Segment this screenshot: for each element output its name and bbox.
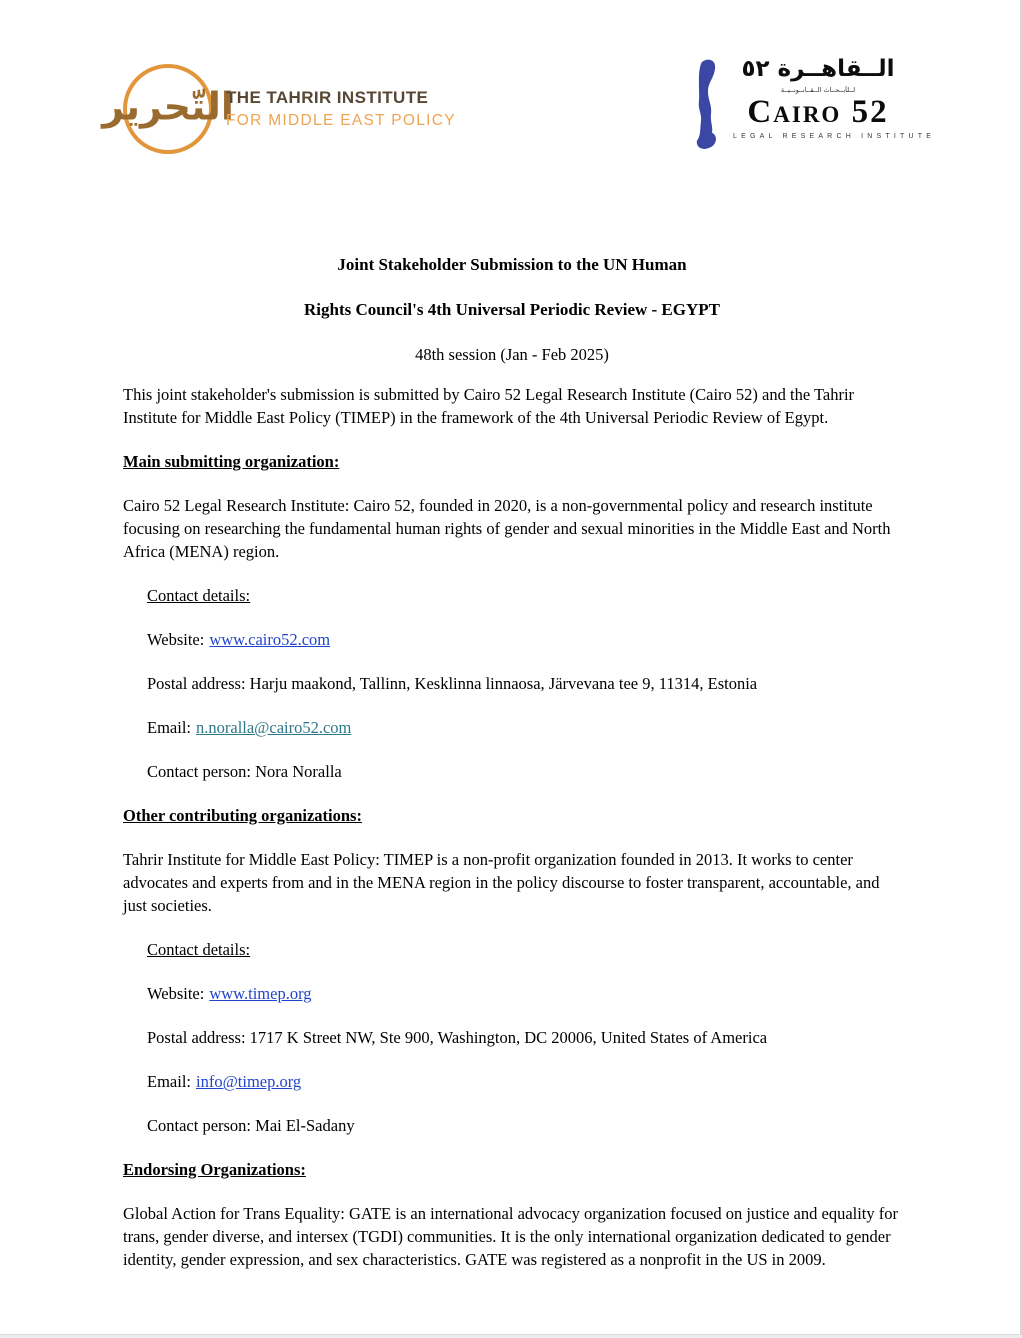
timep-website-line bbox=[147, 982, 901, 1005]
timep-contact-heading bbox=[147, 938, 901, 961]
timep-description: Tahrir Institute for Middle East Policy: TIMEP is a non-profit organization founded in 2013. It works to center advocates and experts from and in the MENA region in the policy discourse to foster transparent, accountable, and just societies. bbox=[123, 850, 880, 915]
email-label: Email: bbox=[147, 718, 191, 737]
timep-logo-line2: FOR MIDDLE EAST POLICY bbox=[226, 112, 456, 129]
document-content bbox=[123, 0, 936, 1292]
timep-email-link[interactable]: info@timep.org bbox=[196, 1072, 302, 1091]
timep-arabic-calligraphy: التّحرير bbox=[102, 84, 234, 129]
timep-contact-person-line: Contact person: Mai El-Sadany bbox=[147, 1116, 355, 1135]
cairo52-contact-person-line: Contact person: Nora Noralla bbox=[147, 762, 342, 781]
cairo52-email-link[interactable]: n.noralla@cairo52.com bbox=[196, 718, 352, 737]
cairo52-arabic-name: الــقاهــرة ٥٢ bbox=[741, 56, 895, 82]
timep-email-line bbox=[147, 1070, 901, 1093]
cairo52-contact-heading bbox=[147, 584, 901, 607]
website-label: Website: bbox=[147, 984, 205, 1003]
page-bottom-edge-divider bbox=[0, 1334, 1022, 1338]
email-label: Email: bbox=[147, 1072, 191, 1091]
cairo52-subtitle: LEGAL RESEARCH INSTITUTE bbox=[733, 133, 936, 140]
cairo52-website-link[interactable]: www.cairo52.com bbox=[209, 630, 331, 649]
cairo52-email-line bbox=[147, 716, 901, 739]
timep-postal-line: Postal address: 1717 K Street NW, Ste 900, Washington, DC 20006, United States of America bbox=[147, 1028, 768, 1047]
main-org-heading: Main submitting organization: bbox=[123, 452, 340, 471]
contact-details-label: Contact details: bbox=[147, 940, 251, 959]
other-orgs-heading: Other contributing organizations: bbox=[123, 806, 362, 825]
cairo52-website-line bbox=[147, 628, 901, 651]
cairo52-description: Cairo 52 Legal Research Institute: Cairo 52, founded in 2020, is a non-governmental policy and research institute focusing on researching the fundamental human rights of gender and sexual minorities in the Middle East and North Africa (MENA) region. bbox=[123, 496, 891, 561]
cairo52-name: Cairo 52 bbox=[747, 94, 889, 130]
timep-logo-line1: THE TAHRIR INSTITUTE bbox=[226, 88, 429, 107]
intro-paragraph: This joint stakeholder's submission is submitted by Cairo 52 Legal Research Institute (Cairo 52) and the Tahrir Institute for Middle East Policy (TIMEP) in the framework of the 4th Universal Periodic Review of Egypt. bbox=[123, 385, 855, 427]
timep-website-link[interactable]: www.timep.org bbox=[209, 984, 312, 1003]
cairo52-postal-line: Postal address: Harju maakond, Tallinn, Kesklinna linnaosa, Järvevana tee 9, 11314, Estonia bbox=[147, 674, 758, 693]
endorsing-heading: Endorsing Organizations: bbox=[123, 1160, 306, 1179]
contact-details-label: Contact details: bbox=[147, 586, 251, 605]
document-title-line2: Rights Council's 4th Universal Periodic Review - EGYPT bbox=[303, 300, 720, 319]
document-title-line1: Joint Stakeholder Submission to the UN Human bbox=[337, 255, 687, 274]
gate-description: Global Action for Trans Equality: GATE is an international advocacy organization focused on justice and equality for trans, gender diverse, and intersex (TGDI) communities. It is the only international organization dedicated to gender identity, gender expression, and sex characteristics. GATE was registered as a nonprofit in the US in 2009. bbox=[123, 1204, 899, 1269]
cairo52-arabic-subtitle: لــلأبــحــاث الــقــانــونــيــة bbox=[780, 86, 856, 94]
website-label: Website: bbox=[147, 630, 205, 649]
session-line: 48th session (Jan - Feb 2025) bbox=[415, 345, 609, 364]
